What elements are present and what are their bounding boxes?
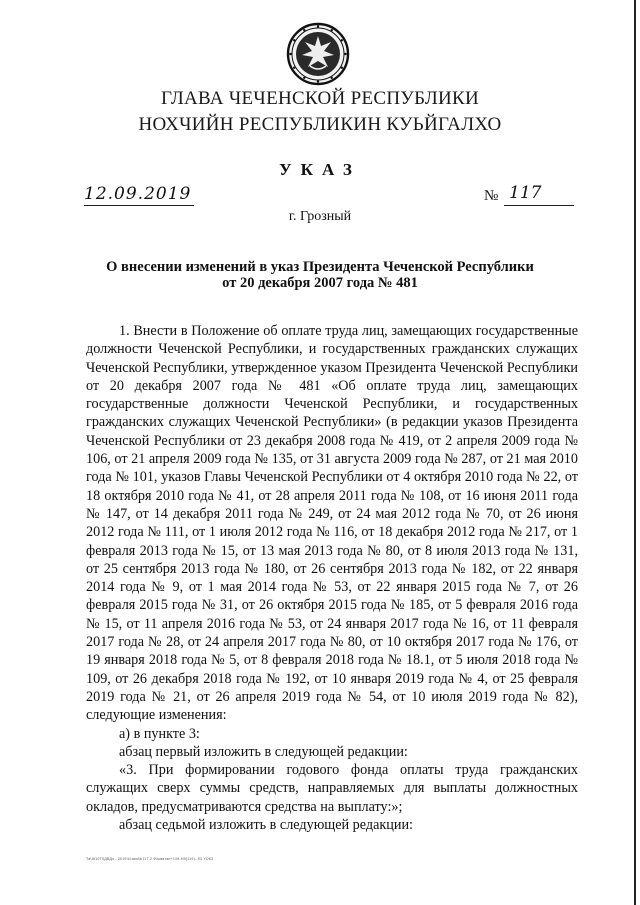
body-paragraph-2: а) в пункте 3: [119, 725, 200, 742]
chechen-republic-emblem-icon [286, 22, 350, 86]
decree-date: 12.09.2019 [84, 184, 192, 204]
decree-title [60, 259, 580, 291]
decree-number: 117 [509, 183, 542, 203]
body-paragraph-3: абзац первый изложить в следующей редакции: [119, 743, 408, 760]
decree-city: г. Грозный [288, 209, 352, 224]
decree-number-label: № [484, 188, 499, 204]
header-title-chechen: НОХЧИЙН РЕСПУБЛИКИН КУЬЙГАЛХО [138, 114, 502, 135]
decree-body [86, 322, 578, 834]
decree-title-line2: от 20 декабря 2007 года № 481 [222, 275, 418, 291]
decree-title-line1: О внесении изменений в указ Президента Чеченской Республики [106, 259, 534, 275]
number-underline [504, 205, 574, 206]
body-paragraph-4: «3. При формировании годового фонда оплаты труда гражданских служащих сверх суммы средств, направляемых для выплаты должностных окладов, предусматриваются средства на выплату:»; [86, 762, 578, 815]
body-paragraph-5: абзац седьмой изложить в следующей редакции: [119, 817, 414, 834]
header-title-russian: ГЛАВА ЧЕЧЕНСКОЙ РЕСПУБЛИКИ [160, 88, 480, 109]
footer-stamp-text: ТаЧ610Т0ДВДэ - 2019Ч/гань№117.2 Ф/ыватан+1/М-Н9(119)--93 УОКЗ [86, 857, 214, 861]
body-paragraph-1: 1. Внести в Положение об оплате труда лиц, замещающих государственные должности Чеченской Республики, и государственных гражданских служащих Чеченской Республики, утвержденное указом Президента Чеченской Республики от 20 декабря 2007 года № 481 «Об оплате труда лиц, замещающих государственные должности Чеченской Республики, и государственных гражданских служащих Чеченской Республики» (в редакции указов Президента Чеченской Республики от 23 декабря 2008 года № 419, от 2 апреля 2009 года № 106, от 21 апреля 2009 года № 135, от 31 августа 2009 года № 287, от 21 мая 2010 года № 101, указов Главы Чеченской Республики от 4 октября 2010 года № 22, от 18 октября 2010 года № 41, от 28 апреля 2011 года № 108, от 16 июня 2011 года № 147, от 14 декабря 2011 года № 249, от 24 мая 2012 года № 70, от 26 июня 2012 года № 111, от 1 июля 2012 года № 116, от 18 декабря 2012 года № 217, от 1 февраля 2013 года № 15, от 13 мая 2013 года № 80, от 8 июля 2013 года № 131, от 25 сентября 2013 года № 180, от 26 сентября 2013 года № 182, от 22 января 2014 года № 9, от 1 мая 2014 года № 53, от 22 января 2015 года № 7, от 26 февраля 2015 года № 31, от 26 октября 2015 года № 185, от 5 февраля 2016 года № 15, от 11 апреля 2016 года № 53, от 24 января 2017 года № 16, от 11 февраля 2017 года № 28, от 24 апреля 2017 года № 80, от 10 октября 2017 года № 176, от 19 января 2018 года № 5, от 8 февраля 2018 года № 18.1, от 5 июля 2018 года № 109, от 26 декабря 2018 года № 192, от 10 января 2019 года № 4, от 25 февраля 2019 года № 21, от 26 апреля 2019 года № 54, от 10 июля 2019 года № 82), следующие изменения: [86, 323, 578, 724]
decree-type-heading: УКАЗ [279, 160, 361, 179]
date-underline [84, 205, 194, 206]
